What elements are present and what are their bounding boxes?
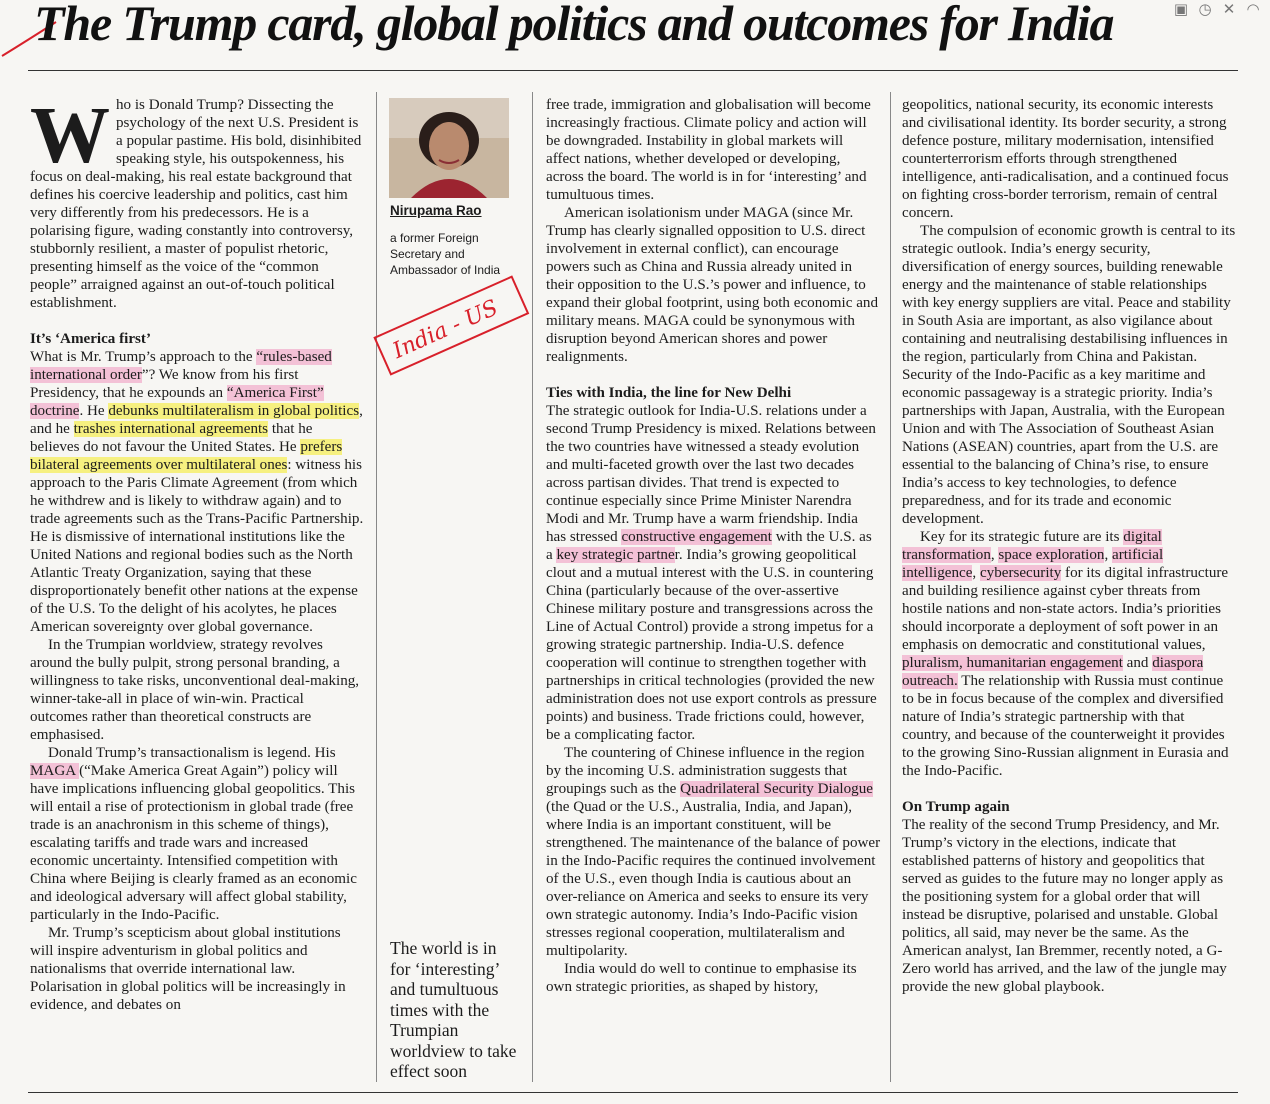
highlight: space exploration bbox=[998, 547, 1105, 563]
highlight: cybersecurity bbox=[979, 565, 1062, 581]
highlight: digital transformation bbox=[902, 529, 1162, 563]
screenshot-icon[interactable]: ▣ bbox=[1173, 0, 1189, 18]
column-divider bbox=[532, 92, 533, 1082]
highlight: Quadrilateral Security Dialogue bbox=[680, 781, 873, 797]
highlight: MAGA bbox=[30, 763, 80, 779]
paragraph: geopolitics, national security, its economic interests and civilisational identity. Its border security, a strong defence posture, military modernisation, intensified counterterrorism efforts through strengthened intelligence, anti-radicalisation, and a continued focus on fighting cross-border terrorism, remain of central concern. bbox=[902, 97, 1229, 221]
paragraph: Mr. Trump’s scepticism about global institutions will inspire adventurism in global politics and nationalisms that override international law. Polarisation in global politics will be increasingly in evidence, and debates on bbox=[30, 925, 346, 1013]
column-divider bbox=[376, 92, 377, 1082]
column-4 bbox=[902, 96, 1237, 996]
highlight: “America First” doctrine bbox=[30, 385, 324, 419]
headline: The Trump card, global politics and outcomes for India bbox=[34, 0, 1114, 51]
paragraph: free trade, immigration and globalisation will become increasingly fractious. Climate policy and action will be downgraded. Instability in global markets will affect nations, whether developed or developing, across the board. The world is in for ‘interesting’ and tumultuous times. bbox=[546, 97, 871, 203]
mute-icon[interactable]: ✕ bbox=[1222, 0, 1236, 18]
headline-rule bbox=[28, 70, 1238, 71]
handwritten-annotation bbox=[370, 270, 530, 380]
intro-paragraph: Who is Donald Trump? Dissecting the psychology of the next U.S. President is a popular pastime. His bold, disinhibited speaking style, his outspokenness, his focus on deal-making, his real estate background that defines his coercive leadership and politics, cast him very differently from his predecessors. He is a polarising figure, wading constantly into controversy, stubbornly resilient, a master of populist rhetoric, presenting himself as the voice of the “common people” arraigned against an out-of-touch political establishment. bbox=[30, 92, 362, 311]
author-photo bbox=[389, 98, 509, 198]
paragraph: The countering of Chinese influence in the region by the incoming U.S. administration suggests that groupings such as the Quadrilateral Security Dialogue (the Quad or the U.S., Australia, India, and Japan), where India is an important constituent, will be strengthened. The maintenance of the balance of power in the Indo-Pacific requires the continued involvement of the U.S., even though India is cautious about an over-reliance on America and seeks to ensure its very own strategic autonomy. India’s Indo-Pacific vision stresses regional cooperation, multilateralism and multipolarity. bbox=[546, 745, 881, 959]
dropcap: W bbox=[30, 92, 110, 180]
highlight: “rules-based international order bbox=[30, 349, 332, 383]
subhead-on-trump-again: On Trump again bbox=[902, 799, 1010, 815]
paragraph: India would do well to continue to emphasise its own strategic priorities, as shaped by history, bbox=[546, 961, 857, 995]
subhead-ties-with-india: Ties with India, the line for New Delhi bbox=[546, 385, 792, 401]
bottom-rule bbox=[28, 1092, 1238, 1093]
highlight: trashes international agreements bbox=[73, 421, 269, 437]
highlight: prefers bilateral agreements over multilateral ones bbox=[30, 439, 343, 473]
paragraph: The reality of the second Trump Presidency, and Mr. Trump’s victory in the elections, indicate that established patterns of history and geopolitics that served as guides to the future may no longer apply as the positioning system for a global order that will instead be disruptive, polarised and unstable. Global politics, all said, may never be the same. As the American analyst, Ian Bremmer, recently noted, a G-Zero world has arrived, and the law of the jungle may provide the new global playbook. bbox=[902, 817, 1227, 995]
paragraph: The strategic outlook for India-U.S. relations under a second Trump Presidency is mixed. Relations between the two countries have witnessed a steady evolution and multi-faceted growth over the last two decades across partisan divides. That trend is expected to continue especially since Prime Minister Narendra Modi and Mr. Trump have a warm friendship. India has stressed constructive engagement with the U.S. as a key strategic partner. India’s growing geopolitical clout and a mutual interest with the U.S. in countering China (particularly because of the over-assertive Chinese military posture and transgressions across the Line of Actual Control) provide a strong impetus for a growing strategic partnership. India-U.S. defence cooperation will continue to strengthen together with partnerships in critical technologies (provided the new administration does not use export controls as pressure points) and business. Trade frictions could, however, be a complicating factor. bbox=[546, 403, 877, 743]
paragraph: Donald Trump’s transactionalism is legend. His MAGA (“Make America Great Again”) policy will have implications influencing global geopolitics. This will entail a rise of protectionism in global trade (free trade is an anachronism in this scheme of things), escalating tariffs and trade wars and increased economic uncertainty. Intensified competition with China where Beijing is clearly framed as an economic and ideological adversary will affect global stability, particularly in the Indo-Pacific. bbox=[30, 745, 357, 923]
highlight: constructive engagement bbox=[621, 529, 772, 545]
alarm-icon[interactable]: ◷ bbox=[1198, 0, 1212, 18]
paragraph: American isolationism under MAGA (since Mr. Trump has clearly signalled opposition to U.S. direct involvement in external conflict), can encourage powers such as China and Russia already united in their opposition to the U.S.’s power and influence, to expand their global footprint, using both economic and military means. MAGA could be synonymous with disruption beyond American shores and power realignments. bbox=[546, 205, 878, 365]
highlight: key strategic partne bbox=[556, 547, 675, 563]
pull-quote: The world is in for ‘interesting’ and tumultuous times with the Trumpian worldview to take effect soon bbox=[390, 938, 517, 1081]
highlight: artificial intelligence bbox=[902, 547, 1164, 581]
column-3 bbox=[546, 96, 881, 996]
subhead-america-first: It’s ‘America first’ bbox=[30, 331, 151, 347]
column-1 bbox=[30, 92, 365, 1014]
paragraph: Key for its strategic future are its digital transformation, space exploration, artificial intelligence, cybersecurity for its digital infrastructure and building resilience against cyber threats from hostile nations and non-state actors. India’s priorities should incorporate a deployment of soft power in an emphasis on democratic and constitutional values, pluralism, humanitarian engagement and diaspora outreach. The relationship with Russia must continue to be in focus because of the complex and diversified nature of India’s strategic partnership with that country, and because of the counterweight it provides to the growing Sino-Russian alignment in Eurasia and the Indo-Pacific. bbox=[902, 529, 1229, 779]
highlight: diaspora outreach. bbox=[902, 655, 1204, 689]
author-bio: a former Foreign Secretary and Ambassador of India bbox=[390, 231, 501, 277]
paragraph: In the Trumpian worldview, strategy revolves around the bully pulpit, strong personal branding, a willingness to take risks, unconventional deal-making, winner-take-all in place of win-win. Practical outcomes rather than theoretical constructs are emphasised. bbox=[30, 637, 360, 743]
author-name: Nirupama Rao bbox=[390, 203, 482, 218]
wifi-icon[interactable]: ◠ bbox=[1246, 0, 1260, 18]
highlight: debunks multilateralism in global politics bbox=[108, 403, 360, 419]
column-divider bbox=[890, 92, 891, 1082]
paragraph: What is Mr. Trump’s approach to the “rules-based international order”? We know from his first Presidency, that he expounds an “America First” doctrine. He debunks multilateralism in global politics, and he trashes international agreements that he believes do not favour the United States. He prefers bilateral agreements over multilateral ones: witness his approach to the Paris Climate Agreement (from which he withdrew and is likely to withdraw again) and to trade agreements such as the Trans-Pacific Partnership. He is dismissive of international institutions like the United Nations and regional bodies such as the North Atlantic Treaty Organization, saying that these disproportionately benefit other nations at the expense of the U.S. To the delight of his acolytes, he places American sovereignty over global governance. bbox=[30, 349, 364, 635]
highlight: pluralism, humanitarian engagement bbox=[902, 655, 1123, 671]
svg-text:India - US: India - US bbox=[389, 295, 502, 364]
paragraph: The compulsion of economic growth is central to its strategic outlook. India’s energy security, diversification of energy sources, building renewable energy and the maintenance of stable relationships with key energy suppliers are vital. Peace and stability in South Asia are important, as also vigilance about containing and neutralising destabilising influences in the region, particularly from China and Pakistan. Security of the Indo-Pacific as a key maritime and economic passageway is a strategic priority. India’s partnerships with Japan, Australia, with the European Union and with The Association of Southeast Asian Nations (ASEAN) countries, apart from the U.S. are essential to the balancing of China’s rise, to ensure India’s access to key technologies, to defence preparedness, and for its trade and economic development. bbox=[902, 223, 1236, 527]
